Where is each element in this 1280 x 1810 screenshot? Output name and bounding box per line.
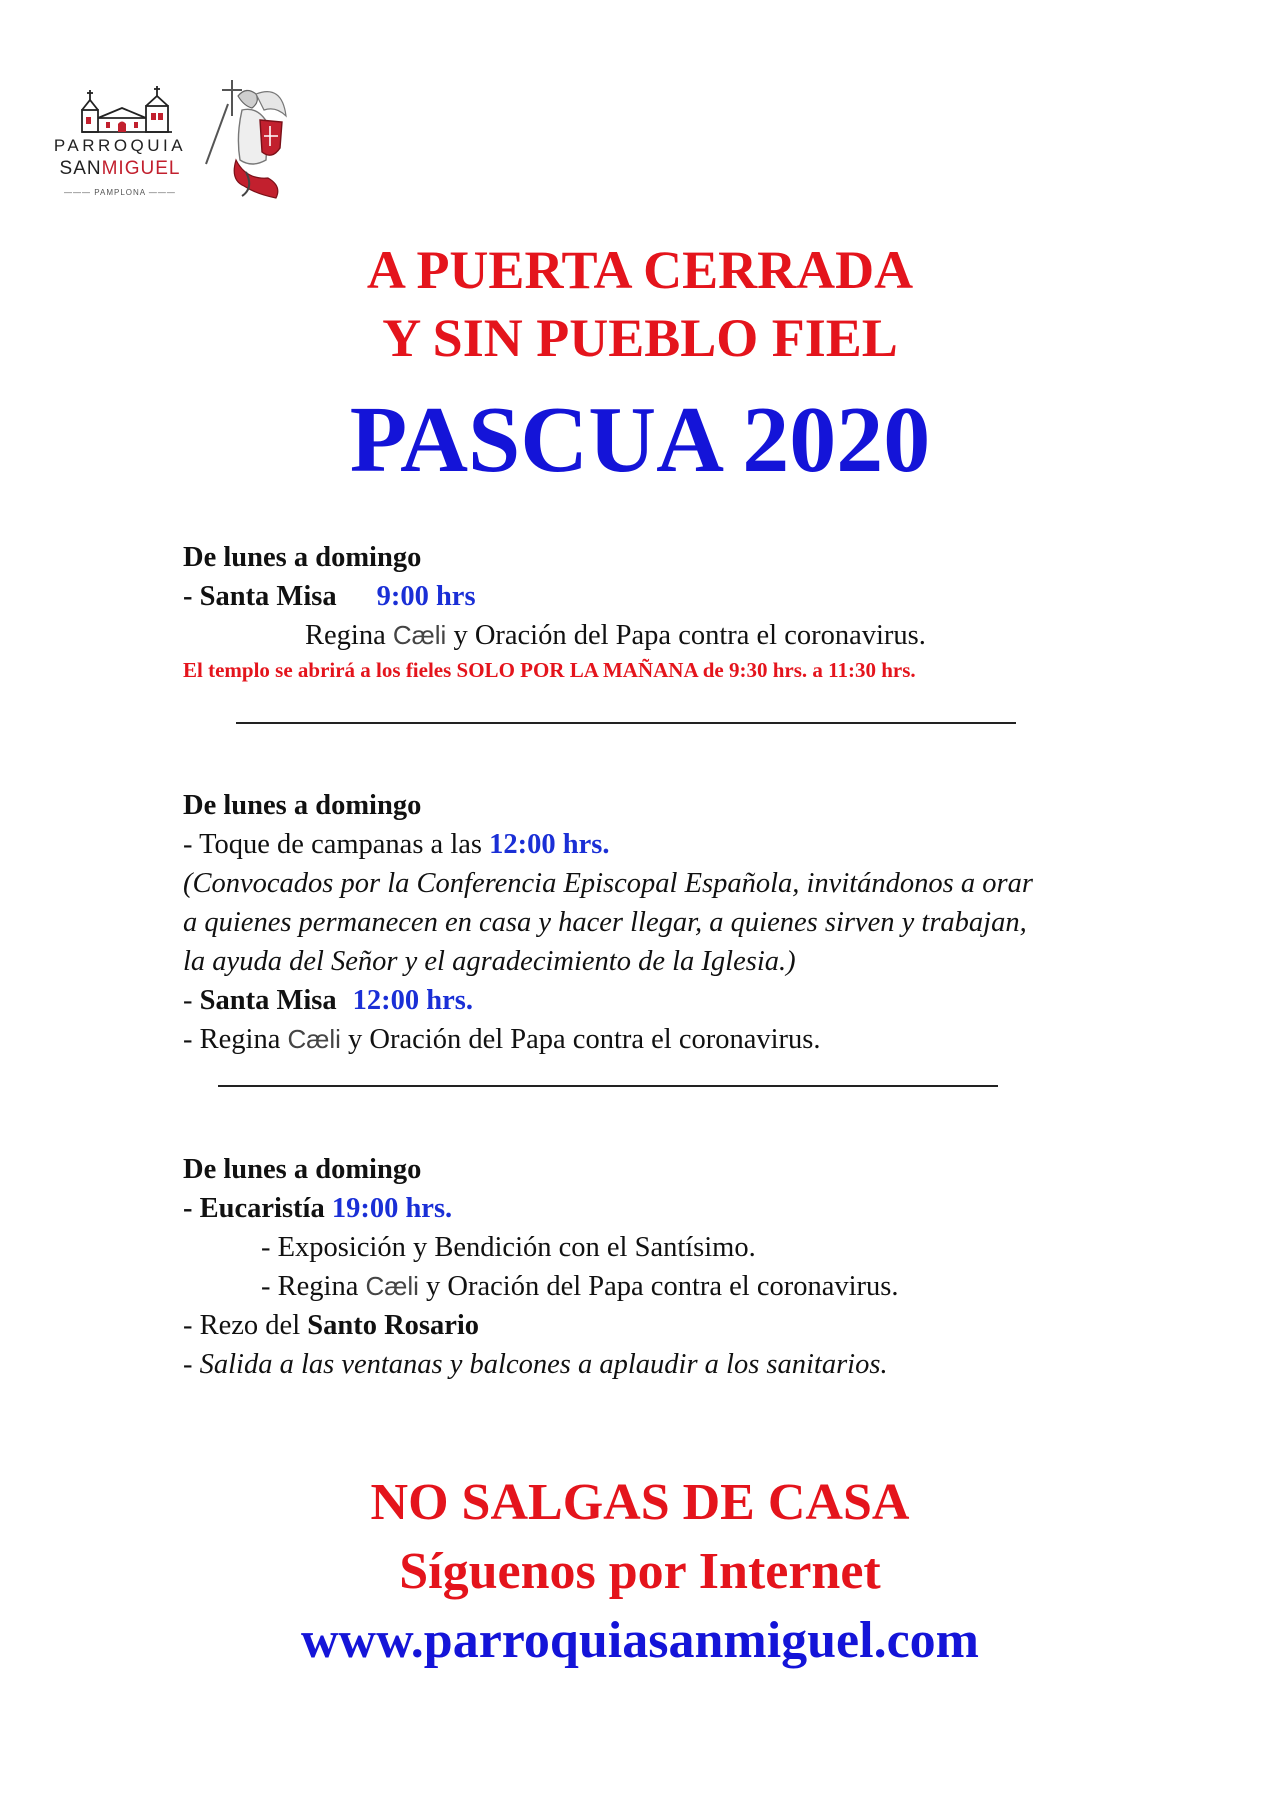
logo-word-parroquia: PARROQUIA: [53, 136, 187, 155]
schedule-subitem-prayer: - Regina Cæli y Oración del Papa contra el coronavirus.: [261, 1271, 899, 1302]
footer-follow-us: Síguenos por Internet: [399, 1543, 881, 1600]
headline-title: PASCUA 2020: [349, 388, 931, 492]
bells-note-line: (Convocados por la Conferencia Episcopal Española, invitándonos a orar: [183, 868, 1033, 899]
footer-website-link[interactable]: www.parroquiasanmiguel.com: [301, 1612, 979, 1669]
section-heading: De lunes a domingo: [183, 790, 422, 821]
schedule-section-evening: [183, 1150, 899, 1384]
schedule-item-bells: - Toque de campanas a las 12:00 hrs.: [183, 829, 610, 860]
schedule-item-prayer: Regina Cæli y Oración del Papa contra el coronavirus.: [305, 620, 926, 651]
headline-line-1: A PUERTA CERRADA: [366, 240, 914, 300]
logo-city: ——— PAMPLONA ———: [64, 188, 176, 197]
schedule-section-noon: [183, 786, 1033, 1059]
parish-logo: [48, 70, 258, 210]
section-heading: De lunes a domingo: [183, 542, 422, 573]
logo-word-sanmiguel: SANMIGUEL: [59, 158, 181, 179]
archangel-icon: [186, 76, 300, 202]
divider-line: [236, 722, 1016, 724]
church-icon: [74, 84, 178, 142]
schedule-item-eucharist: - Eucaristía 19:00 hrs.: [183, 1193, 453, 1224]
schedule-item-mass: - Santa Misa 9:00 hrs: [183, 581, 476, 612]
footer-stay-home: NO SALGAS DE CASA: [370, 1474, 910, 1531]
schedule-section-morning: [183, 538, 926, 685]
divider-line: [218, 1085, 998, 1087]
schedule-item-prayer: - Regina Cæli y Oración del Papa contra el coronavirus.: [183, 1024, 821, 1055]
schedule-item-mass: - Santa Misa 12:00 hrs.: [183, 985, 473, 1016]
bells-note-line: a quienes permanecen en casa y hacer llegar, a quienes sirven y trabajan,: [183, 907, 1027, 938]
headline-line-2: Y SIN PUEBLO FIEL: [382, 308, 898, 368]
schedule-subitem-exposition: - Exposición y Bendición con el Santísimo.: [261, 1232, 756, 1263]
bells-note-line: la ayuda del Señor y el agradecimiento de la Iglesia.): [183, 946, 796, 977]
section-heading: De lunes a domingo: [183, 1154, 422, 1185]
opening-hours-note: El templo se abrirá a los fieles SOLO POR LA MAÑANA de 9:30 hrs. a 11:30 hrs.: [183, 658, 916, 682]
schedule-item-rosary: - Rezo del Santo Rosario: [183, 1310, 480, 1341]
schedule-item-applause: - Salida a las ventanas y balcones a aplaudir a los sanitarios.: [183, 1349, 888, 1380]
